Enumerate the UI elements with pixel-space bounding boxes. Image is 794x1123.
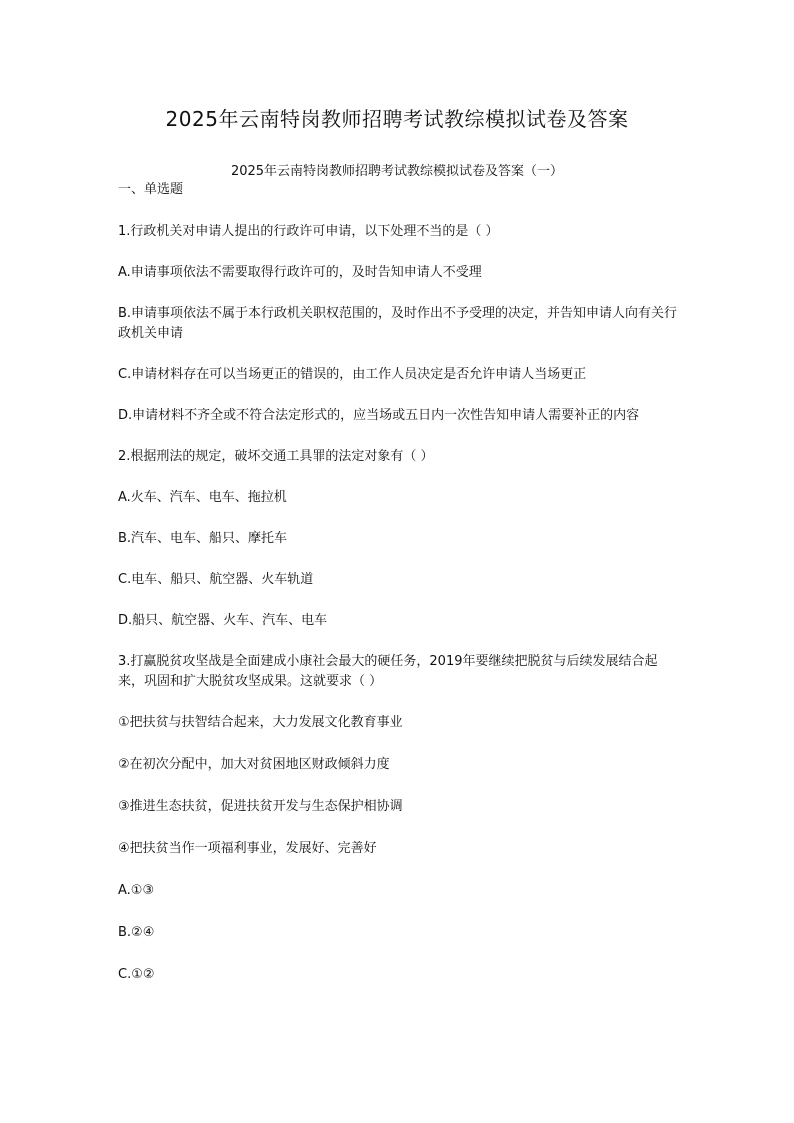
question-3-statement-1: ①把扶贫与扶智结合起来，大力发展文化教育事业	[118, 715, 403, 730]
question-2-option-a: A.火车、汽车、电车、拖拉机	[118, 490, 287, 505]
question-1-option-a: A.申请事项依法不需要取得行政许可的，及时告知申请人不受理	[118, 265, 482, 280]
question-3-option-a: A.①③	[118, 883, 155, 898]
question-3-option-b: B.②④	[118, 925, 155, 940]
question-3-statement-3: ③推进生态扶贫，促进扶贫开发与生态保护相协调	[118, 799, 403, 814]
question-1-option-d: D.申请材料不齐全或不符合法定形式的，应当场或五日内一次性告知申请人需要补正的内容	[118, 408, 640, 423]
question-1-option-c: C.申请材料存在可以当场更正的错误的，由工作人员决定是否允许申请人当场更正	[118, 367, 587, 382]
question-2-stem: 2.根据刑法的规定，破坏交通工具罪的法定对象有（ ）	[118, 449, 434, 464]
question-2-option-d: D.船只、航空器、火车、汽车、电车	[118, 613, 328, 628]
question-3-statement-2: ②在初次分配中，加大对贫困地区财政倾斜力度	[118, 757, 390, 772]
question-3-option-c: C.①②	[118, 967, 155, 982]
document-body	[118, 180, 678, 1007]
section-heading: 一、单选题	[118, 182, 184, 197]
question-1-option-b: B.申请事项依法不属于本行政机关职权范围的，及时作出不予受理的决定，并告知申请人向有关行政机关申请	[118, 306, 678, 341]
question-2-option-c: C.电车、船只、航空器、火车轨道	[118, 572, 314, 587]
question-3-statement-4: ④把扶贫当作一项福利事业，发展好、完善好	[118, 841, 377, 856]
document-title: 2025年云南特岗教师招聘考试教综模拟试卷及答案	[165, 107, 629, 131]
question-3-stem: 3.打赢脱贫攻坚战是全面建成小康社会最大的硬任务，2019年要继续把脱贫与后续发展结合起来，巩固和扩大脱贫攻坚成果。这就要求（ ）	[118, 654, 658, 689]
question-1-stem: 1.行政机关对申请人提出的行政许可申请，以下处理不当的是（ ）	[118, 224, 499, 239]
question-2-option-b: B.汽车、电车、船只、摩托车	[118, 531, 288, 546]
exam-subtitle: 2025年云南特岗教师招聘考试教综模拟试卷及答案（一）	[230, 164, 564, 179]
